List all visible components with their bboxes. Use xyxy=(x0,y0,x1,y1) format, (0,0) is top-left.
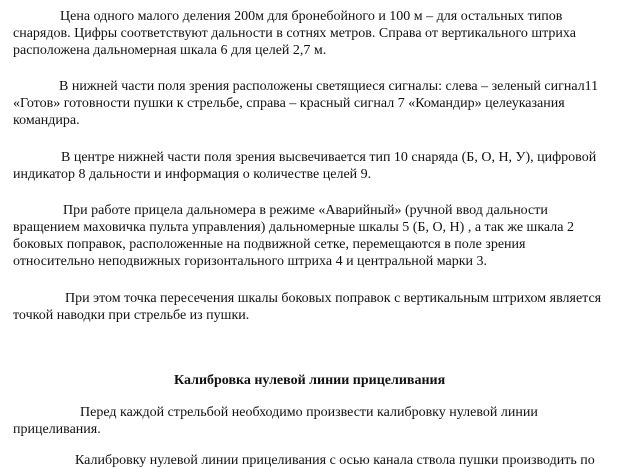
text-line: расположена дальномерная шкала 6 для целей 2,7 м. xyxy=(13,43,327,58)
text-line: вращением маховичка пульта управления) дальномерные шкалы 5 (Б, О, Н) , а так же шкала 2 xyxy=(13,220,574,235)
text-line: В нижней части поля зрения расположены светящиеся сигналы: слева – зеленый сигнал11 xyxy=(59,79,599,94)
text-line: относительно неподвижных горизонтального штриха 4 и центральной марки 3. xyxy=(13,254,488,269)
text-line: «Готов» готовности пушки к стрельбе, справа – красный сигнал 7 «Командир» целеуказания xyxy=(13,96,565,111)
text-line: боковых поправок, расположенные на подвижной сетке, перемещаются в поле зрения xyxy=(13,237,526,252)
text-line: Перед каждой стрельбой необходимо произвести калибровку нулевой линии xyxy=(80,405,538,420)
text-line: Калибровку нулевой линии прицеливания с осью канала ствола пушки производить по xyxy=(75,453,595,467)
text-line: При работе прицела дальномера в режиме «Аварийный» (ручной ввод дальности xyxy=(63,203,548,218)
text-line: прицеливания. xyxy=(13,422,101,437)
text-line: Цена одного малого деления 200м для бронебойного и 100 м – для остальных типов xyxy=(60,9,563,24)
section-heading: Калибровка нулевой линии прицеливания xyxy=(174,373,446,388)
text-line: индикатор 8 дальности и информация о количестве целей 9. xyxy=(13,167,372,182)
text-line: снарядов. Цифры соответствуют дальности в сотнях метров. Справа от вертикального штриха xyxy=(13,26,576,41)
text-line: В центре нижней части поля зрения высвечивается тип 10 снаряда (Б, О, Н, У), цифровой xyxy=(61,150,597,165)
text-line: командира. xyxy=(13,113,80,128)
text-line: При этом точка пересечения шкалы боковых поправок с вертикальным штрихом является xyxy=(65,291,602,306)
text-line: точкой наводки при стрельбе из пушки. xyxy=(13,308,250,323)
